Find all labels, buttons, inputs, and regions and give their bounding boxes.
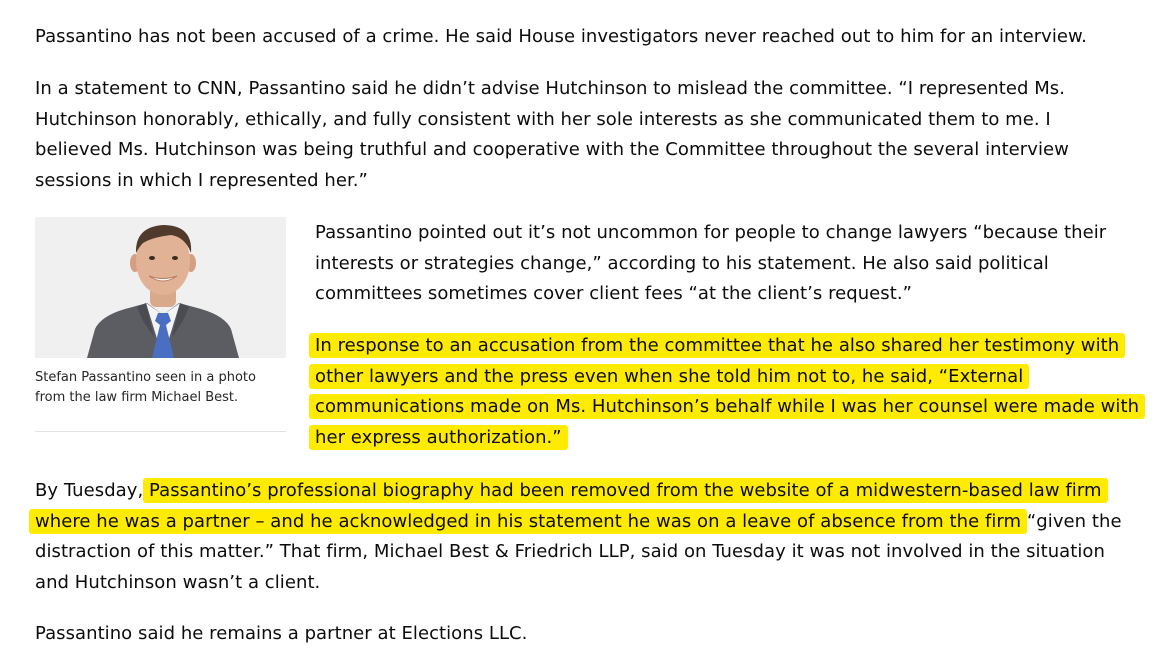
paragraph-2: In a statement to CNN, Passantino said he didn’t advise Hutchinson to mislead the committee. “I represented Ms. Hutchinson honorably, ethically, and fully consistent with her sole interests as she communicated them to me. I believed Ms. Hutchinson was being truthful and cooperative with the Committee throughout the several interview sessions in which I represented her.” <box>35 78 1069 191</box>
paragraph-5-lead: By Tuesday, <box>35 480 144 501</box>
highlighted-quote: In response to an accusation from the committee that he also shared her testimony with other lawyers and the press even when she told him not to, he said, “External communications made on Ms. Hutchinson’s behalf while I was her counsel were made with her express authorization.” <box>309 333 1145 450</box>
portrait-photo <box>35 217 286 358</box>
paragraph-6: Passantino said he remains a partner at Elections LLC. <box>35 623 528 644</box>
highlighted-biography-passage: Passantino’s professional biography had been removed from the website of a midwestern-based law firm where he was a partner – and he acknowledged in his statement he was on a leave of absence from the firm <box>29 478 1108 534</box>
paragraph-1: Passantino has not been accused of a crime. He said House investigators never reached out to him for an interview. <box>35 26 1087 47</box>
portrait-illustration <box>35 217 286 358</box>
paragraph-3: Passantino pointed out it’s not uncommon for people to change lawyers “because their interests or strategies change,” according to his statement. He also said political committees sometimes cover client fees “at the client’s request.” <box>315 222 1107 304</box>
figure-caption: Stefan Passantino seen in a photo from the law firm Michael Best. <box>35 370 256 405</box>
paragraph-5-rest: “given the distraction of this matter.” That firm, Michael Best & Friedrich LLP, said on Tuesday it was not involved in the situation and Hutchinson wasn’t a client. <box>35 510 1122 593</box>
paragraph-5 <box>35 476 1135 598</box>
paragraph-4 <box>315 331 1145 453</box>
article-figure <box>35 217 286 432</box>
